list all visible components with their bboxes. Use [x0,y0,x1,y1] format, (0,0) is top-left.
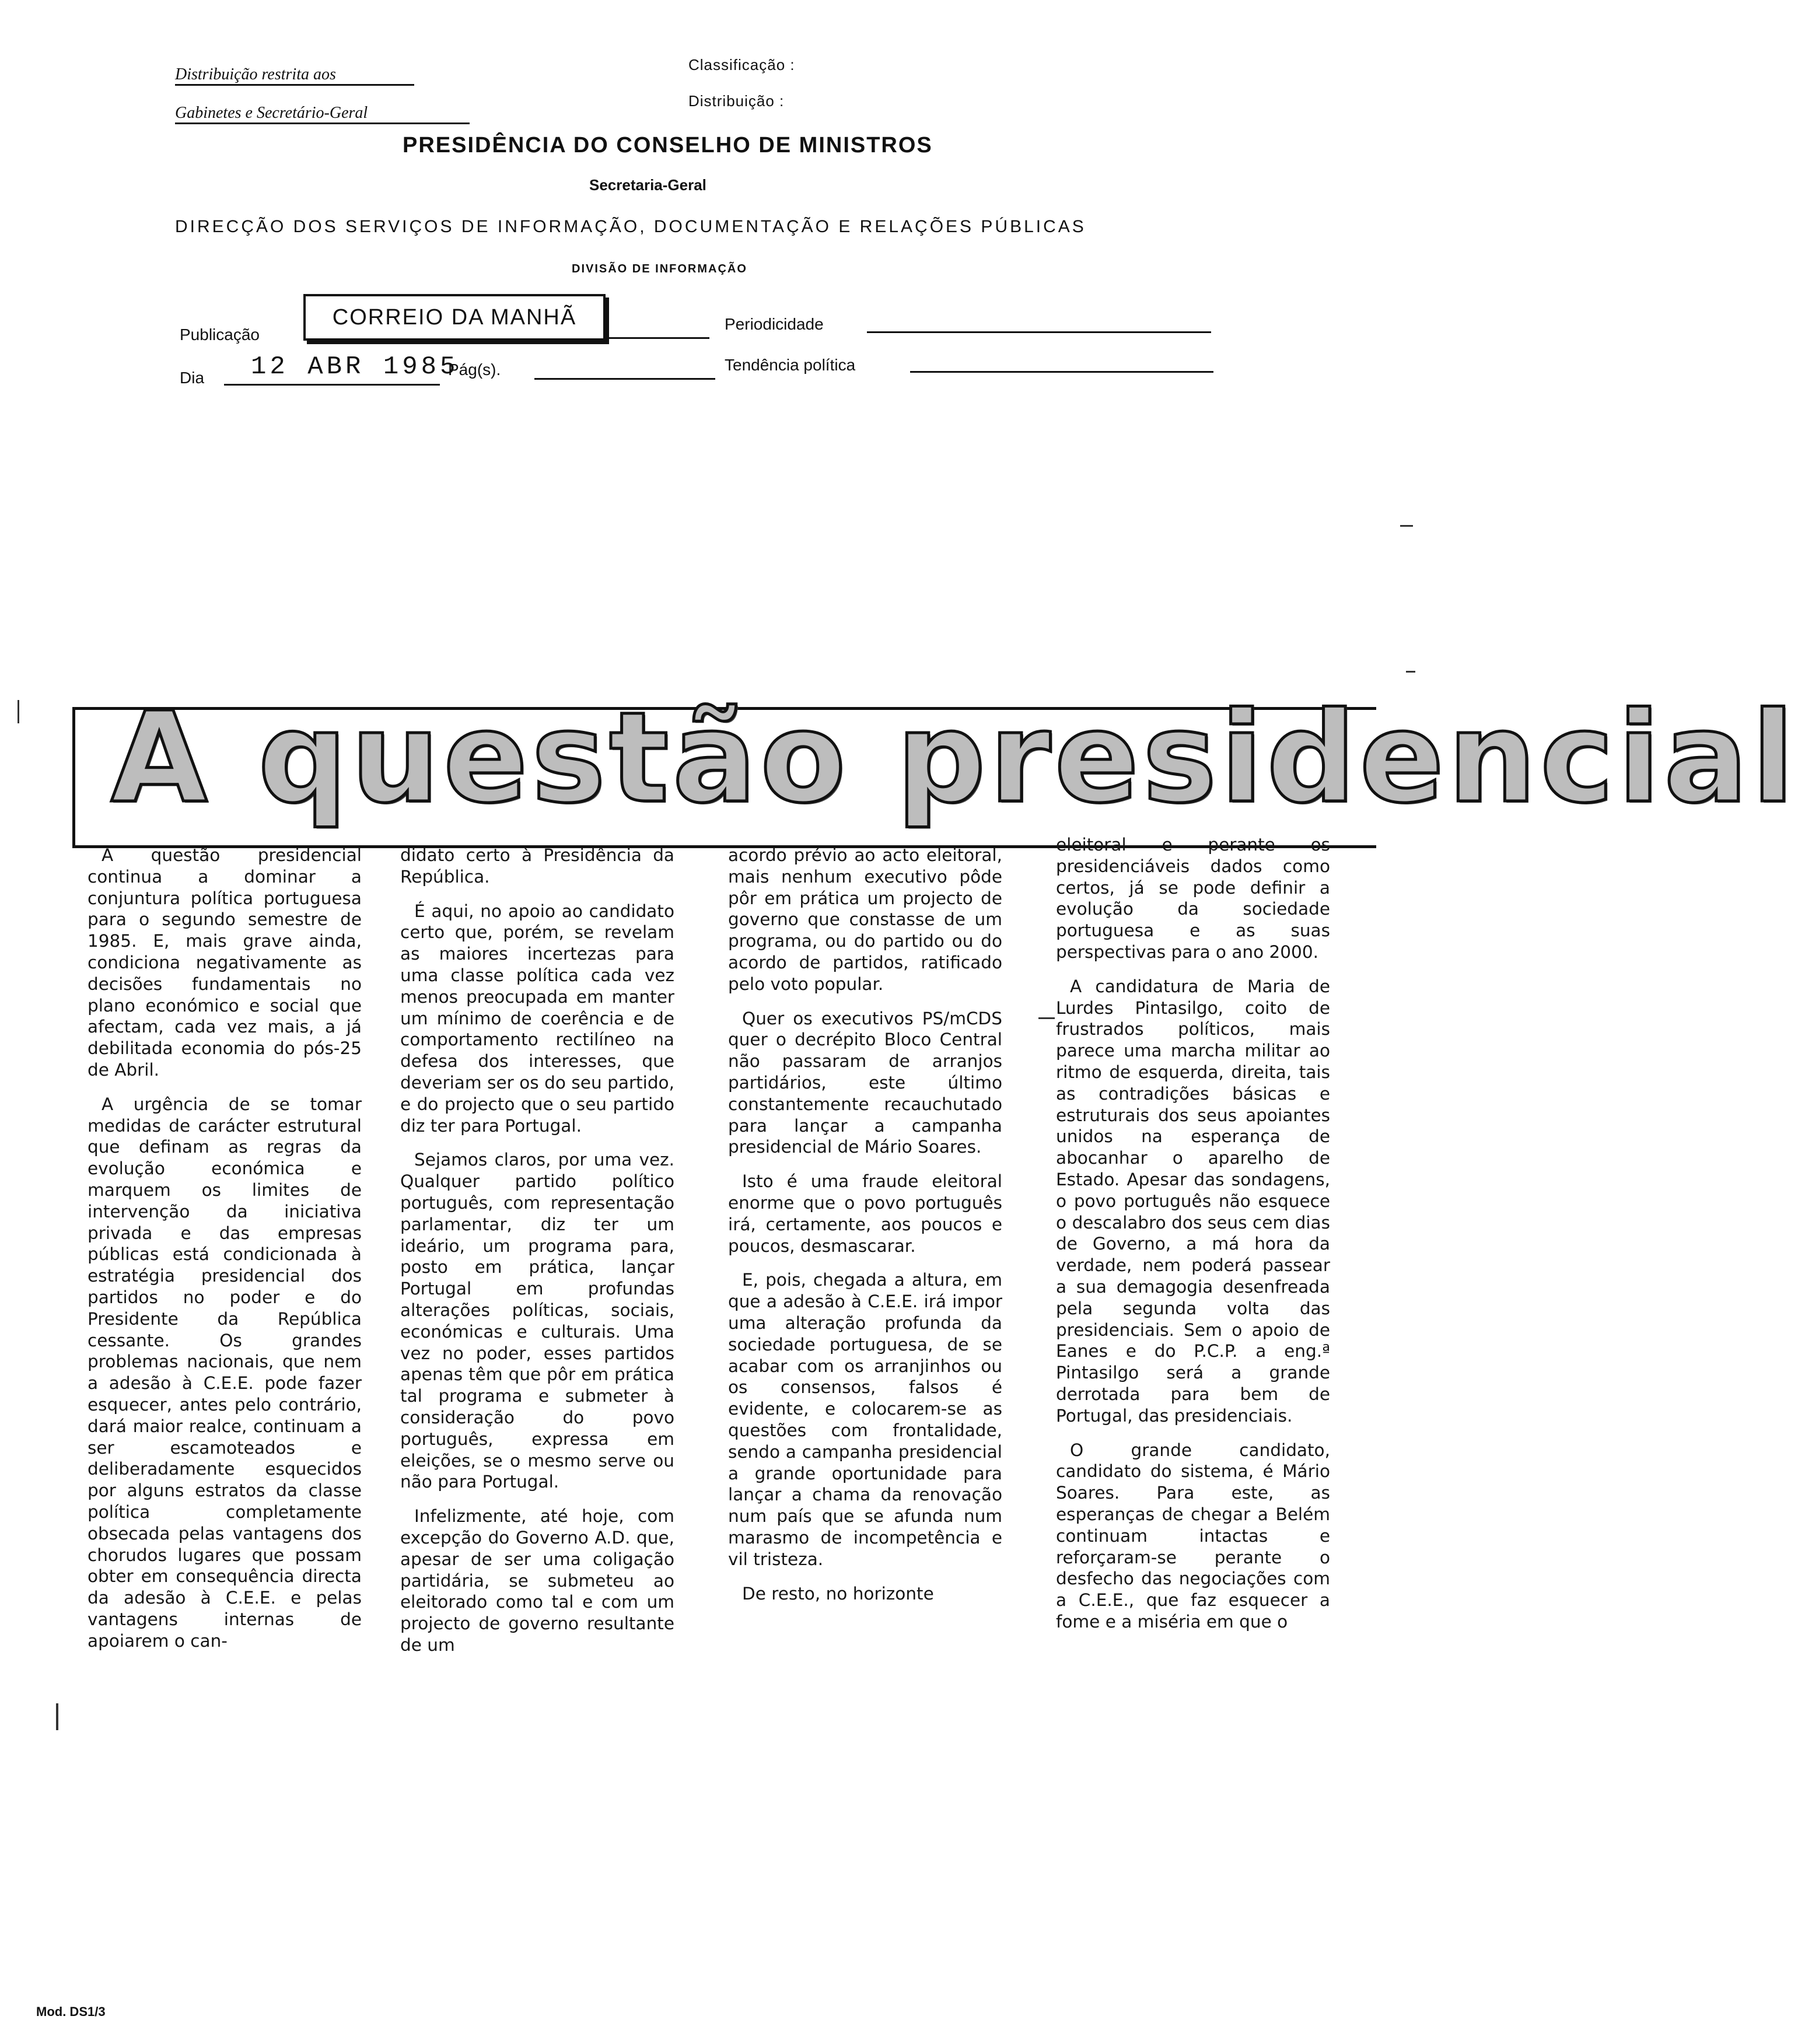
day-line [224,384,440,386]
political-tendency-label: Tendência política [725,356,856,374]
division-title: DIVISÃO DE INFORMAÇÃO [572,262,747,275]
paragraph: A candidatura de Maria de Lurdes Pintasilgo, coito de frustrados políticos, mais parece uma marcha militar ao ritmo de esquerda, direita, tais as contradições básicas e estruturais dos seus apoiantes unidos na esperança de abocanhar o aparelho de Estado. Apesar das sondagens, o povo português não esquece o descalabro dos seus cem dias de Governo, a má hora da verdade, nem poderá passear a sua demagogia desenfreada pela segunda volta das presidenciais. Sem o apoio de Eanes e do P.C.P. a eng.ª Pintasilgo será a grande derrotada para bem de Portugal, das presidenciais. [1056,976,1330,1426]
margin-mark [56,1703,58,1730]
margin-mark [1038,1017,1055,1019]
main-title: PRESIDÊNCIA DO CONSELHO DE MINISTROS [403,133,933,158]
paragraph: acordo prévio ao acto eleitoral, mais nenhum executivo pôde pôr em prática um projecto de governo que constasse de um programa, ou do partido ou do acordo de partidos, ratificado pelo voto popular. [728,845,1002,994]
form-code: Mod. DS1/3 [36,2004,106,2019]
distribution-note-line2: Gabinetes e Secretário-Geral [175,104,470,124]
margin-mark [1406,671,1415,673]
paragraph: O grande candidato, candidato do sistema, é Mário Soares. Para este, as esperanças de chegar a Belém continuam intactas e reforçaram-se perante o desfecho das negociações com a C.E.E., que faz esquecer a fome e a miséria em que o [1056,1440,1330,1632]
pages-label: Pág(s). [448,360,501,379]
periodicity-line [867,331,1211,333]
paragraph: eleitoral e perante os presidenciáveis dados como certos, já se pode definir a evolução da sociedade portuguesa e as suas perspectivas para o ano 2000. [1056,835,1330,962]
article-headline: A questão presidencial [111,685,1798,831]
paragraph: E, pois, chegada a altura, em que a adesão à C.E.E. irá impor uma alteração profunda da sociedade portuguesa, de se acabar com os arranjinhos ou os consensos, falsos é evidente, e colocarem-se as questões com frontalidade, sendo a campanha presidencial a grande oportunidade para lançar a chama da renovação num país que se afunda num marasmo de incompetência e vil tristeza. [728,1270,1002,1569]
paragraph: É aqui, no apoio ao candidato certo que, porém, se revelam as maiores incertezas para uma classe política cada vez menos preocupada em manter um mínimo de coerência e de comportamento rectilíneo na defesa dos interesses, que deveriam ser os do seu partido, e do projecto que o seu partido diz ter para Portugal. [400,901,674,1136]
margin-mark [18,700,19,723]
day-label: Dia [180,369,205,387]
paragraph: De resto, no horizonte [742,1583,934,1604]
publication-stamp: CORREIO DA MANHÃ [303,294,606,341]
paragraph: Isto é uma fraude eleitoral enorme que o povo português irá, certamente, aos poucos e poucos, desmascarar. [728,1171,1002,1256]
article-column-4 [1056,834,1330,1646]
classification-label: Classificação : [688,56,795,74]
article-column-2 [400,845,674,1669]
publication-label: Publicação [180,326,260,344]
paragraph: A urgência de se tomar medidas de carácter estrutural que definam as regras da evolução económica e marquem os limites de intervenção da iniciativa privada e das empresas públicas está condicionada à estratégia presidencial dos partidos no poder e do Presidente da República cessante. Os grandes problemas nacionais, que nem a adesão à C.E.E. pode fazer esquecer, antes pelo contrário, dará maior realce, continuam a ser escamoteados e deliberadamente esquecidos por alguns estratos da classe política completamente obsecada pelas vantagens dos chorudos lugares que possam obter em consequência directa da adesão à C.E.E. e pelas vantagens internas de apoiarem o can- [88,1094,362,1651]
periodicity-label: Periodicidade [725,315,824,333]
paragraph: A questão presidencial continua a dominar a conjuntura política portuguesa para o segundo semestre de 1985. E, mais grave ainda, condiciona negativamente as decisões fundamentais no plano económico e social que afectam, cada vez mais, a já debilitada economia do pós-25 de Abril. [88,845,362,1080]
publication-line [604,337,709,339]
margin-mark [1400,525,1413,527]
sub-title: Secretaria-Geral [589,176,706,194]
distribution-note-line1: Distribuição restrita aos [175,65,414,86]
distribution-label: Distribuição : [688,92,785,110]
paragraph: Quer os executivos PS/mCDS quer o decrépito Bloco Central não passaram de arranjos partidários, este último constantemente recauchutado para lançar a campanha presidencial de Mário Soares. [728,1008,1002,1157]
paragraph: Infelizmente, até hoje, com excepção do Governo A.D. que, apesar de ser uma coligação partidária, se submeteu ao eleitorado como tal e com um projecto de governo resultante de um [400,1506,674,1655]
article-column-3 [728,845,1002,1617]
pages-line [534,378,715,380]
direction-title: DIRECÇÃO DOS SERVIÇOS DE INFORMAÇÃO, DOCUMENTAÇÃO E RELAÇÕES PÚBLICAS [175,217,1086,236]
paragraph: Sejamos claros, por uma vez. Qualquer partido político português, com representação parlamentar, diz ter um ideário, um programa para, posto em prática, lançar Portugal em profundas alterações políticas, sociais, económicas e culturais. Uma vez no poder, esses partidos apenas têm que pôr em prática tal programa e submeter à consideração do povo português, expressa em eleições, se o mesmo serve ou não para Portugal. [400,1150,674,1492]
article-column-1 [88,845,362,1664]
political-tendency-line [910,371,1213,373]
day-value: 12 ABR 1985 [251,352,459,382]
paragraph: didato certo à Presidência da República. [400,845,674,887]
